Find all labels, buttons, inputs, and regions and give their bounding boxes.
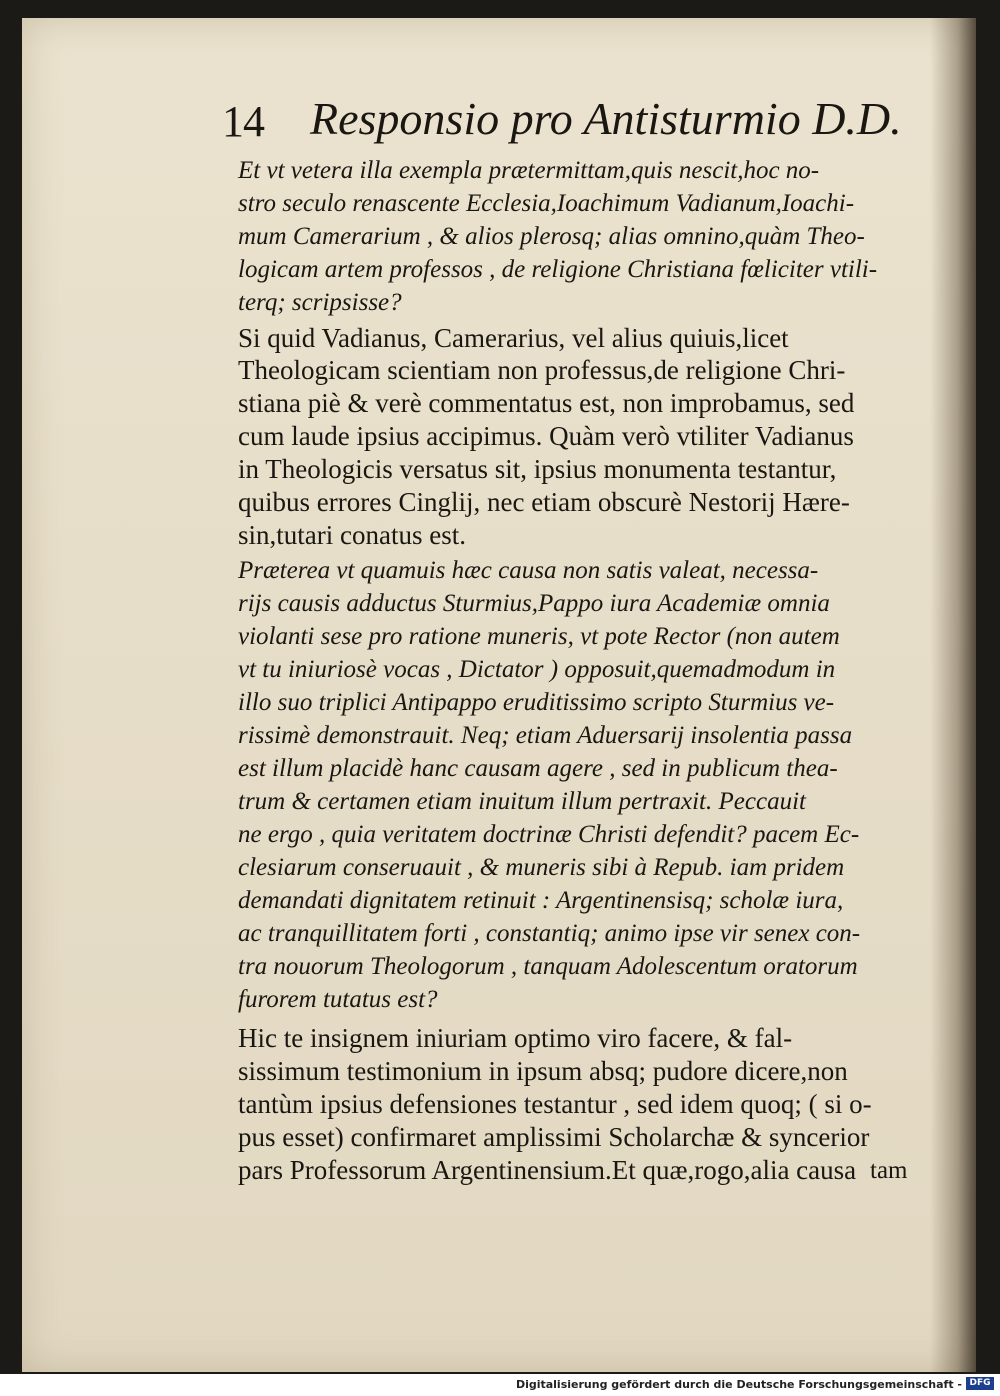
text-line: in Theologicis versatus sit, ipsius monumenta testantur, [238,454,837,484]
text-line: clesiarum conseruauit , & muneris sibi à Repub. iam pridem [238,854,845,881]
text-line: logicam artem professos , de religione Christiana fœliciter vtili- [238,256,878,283]
text-line: vt tu iniuriosè vocas , Dictator ) opposuit,quemadmodum in [238,656,836,683]
text-line: ne ergo , quia veritatem doctrinæ Christi defendit? pacem Ec- [238,821,860,848]
text-line: Præterea vt quamuis hæc causa non satis valeat, necessa- [238,557,819,584]
text-line: demandati dignitatem retinuit : Argentinensisq; scholæ iura, [238,887,844,914]
text-line: furorem tutatus est? [238,986,438,1013]
text-line: sin,tutari conatus est. [238,520,466,550]
text-line: Theologicam scientiam non professus,de religione Chri- [238,355,846,385]
text-line: Hic te insignem iniuriam optimo viro facere, & fal- [238,1023,793,1053]
digitization-credit: Digitalisierung gefördert durch die Deutsche Forschungsgemeinschaft - [515,1378,962,1391]
text-line: trum & certamen etiam inuitum illum pertraxit. Peccauit [238,788,806,815]
text-line: pus esset) confirmaret amplissimi Scholarchæ & syncerior [238,1122,870,1152]
text-line: illo suo triplici Antipappo eruditissimo scripto Sturmius ve- [238,689,835,716]
text-line: tantùm ipsius defensiones testantur , sed idem quoq; ( si o- [238,1089,872,1119]
text-line: violanti sese pro ratione muneris, vt pote Rector (non autem [238,623,840,650]
text-line: quibus errores Cinglij, nec etiam obscurè Nestorij Hære- [238,487,850,517]
text-line: tra nouorum Theologorum , tanquam Adolescentum oratorum [238,953,858,980]
text-line: rissimè demonstrauit. Neq; etiam Aduersarij insolentia passa [238,722,853,749]
text-line: stro seculo renascente Ecclesia,Ioachimum Vadianum,Ioachi- [238,190,855,217]
page-number: 14 [222,97,264,146]
text-line: stiana piè & verè commentatus est, non improbamus, sed [238,388,855,418]
text-line: est illum placidè hanc causam agere , sed in publicum thea- [238,755,838,782]
text-line: Si quid Vadianus, Camerarius, vel alius quiuis,licet [238,323,789,353]
text-line: terq; scripsisse? [238,289,402,316]
dfg-logo: DFG [966,1377,994,1390]
page-gutter-shadow [930,18,976,1372]
page-header [210,92,902,152]
text-line: sissimum testimonium in ipsum absq; pudore dicere,non [238,1056,848,1086]
text-line: cum laude ipsius accipimus. Quàm verò vtiliter Vadianus [238,421,854,451]
text-line: Et vt vetera illa exempla prætermittam,quis nescit,hoc no- [238,157,820,184]
text-line: pars Professorum Argentinensium.Et quæ,rogo,alia causa [238,1155,857,1185]
text-line: mum Camerarium , & alios plerosq; alias omnino,quàm Theo- [238,223,865,250]
catchword: tam [870,1157,908,1184]
running-title: Responsio pro Antisturmio D.D. [310,93,902,144]
text-line: rijs causis adductus Sturmius,Pappo iura Academiæ omnia [238,590,830,617]
text-line: ac tranquillitatem forti , constantiq; animo ipse vir senex con- [238,920,861,947]
